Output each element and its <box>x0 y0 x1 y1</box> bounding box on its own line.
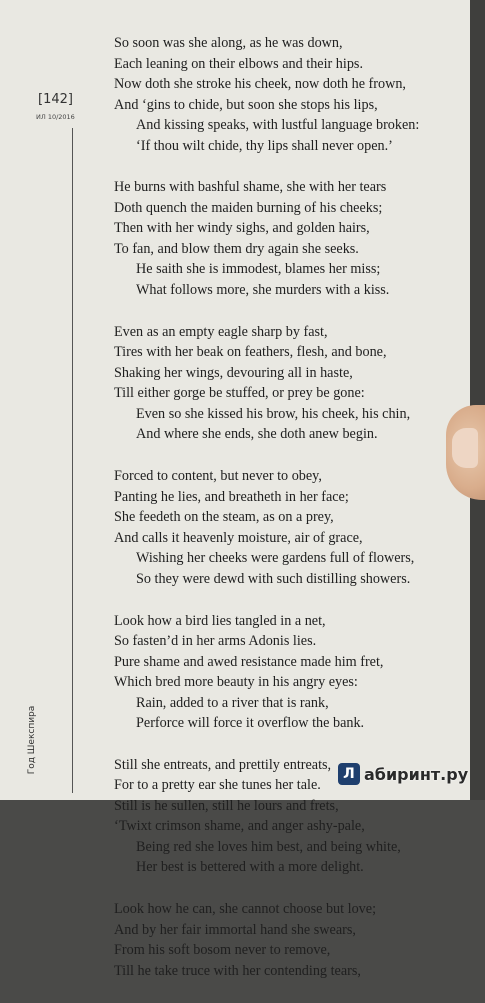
poem-line: Now doth she stroke his cheek, now doth he frown, <box>114 76 406 92</box>
poem-line: Still is he sullen, still he lours and frets, <box>114 797 339 814</box>
poem-line: And kissing speaks, with lustful language broken: <box>136 117 420 133</box>
stanza <box>114 611 470 734</box>
poem-line: Being red she loves him best, and being white, <box>136 838 401 855</box>
stanza <box>114 322 470 445</box>
poem-line: Which bred more beauty in his angry eyes: <box>114 674 358 691</box>
poem-line: Even so she kissed his brow, his cheek, his chin, <box>136 405 411 422</box>
poem-line: So they were dewd with such distilling showers. <box>136 570 411 587</box>
poem-line: He burns with bashful shame, she with her tears <box>114 179 387 196</box>
stanza <box>114 899 470 981</box>
poem-line: Still she entreats, and prettily entreats, <box>114 756 332 773</box>
watermark-logo-icon: Л <box>338 763 360 785</box>
poem-line: Forced to content, but never to obey, <box>114 468 322 485</box>
poem-line: And calls it heavenly moisture, air of grace, <box>114 529 363 546</box>
poem-line: Wishing her cheeks were gardens full of flowers, <box>136 550 415 567</box>
poem-line: And ‘gins to chide, but soon she stops his lips, <box>114 96 378 113</box>
poem-line: Look how a bird lies tangled in a net, <box>114 612 326 629</box>
stanza <box>114 466 470 589</box>
fingernail-photo-artifact <box>452 428 478 468</box>
poem-line: So soon was she along, as he was down, <box>114 35 343 51</box>
page-edge <box>470 0 485 800</box>
poem-line: ‘If thou wilt chide, thy lips shall never open.’ <box>136 137 393 154</box>
poem-line: Each leaning on their elbows and their hips. <box>114 55 364 72</box>
poem-line: From his soft bosom never to remove, <box>114 942 331 959</box>
poem-line: Till he take truce with her contending tears, <box>114 962 361 979</box>
page-number: [142] <box>38 92 73 107</box>
issue-label: ИЛ 10/2016 <box>36 113 75 121</box>
poem-line: And by her fair immortal hand she swears, <box>114 921 356 938</box>
poem-line: Shaking her wings, devouring all in haste, <box>114 364 353 381</box>
poem-line: For to a pretty ear she tunes her tale. <box>114 777 321 794</box>
poem-line: Perforce will force it overflow the bank. <box>136 715 365 732</box>
poem-line: To fan, and blow them dry again she seeks. <box>114 240 359 257</box>
poem-line: Pure shame and awed resistance made him fret, <box>114 653 384 670</box>
poem-line: Doth quench the maiden burning of his cheeks; <box>114 199 383 216</box>
poem-line: So fasten’d in her arms Adonis lies. <box>114 633 317 650</box>
poem-line: Look how he can, she cannot choose but love; <box>114 901 377 918</box>
watermark-text: абиринт.ру <box>364 764 469 784</box>
poem-line: ‘Twixt crimson shame, and anger ashy-pale, <box>114 818 365 835</box>
watermark <box>338 763 468 785</box>
poem-line: Panting he lies, and breatheth in her face; <box>114 488 349 505</box>
poem-line: Rain, added to a river that is rank, <box>136 694 329 711</box>
poem-line: Her best is bettered with a more delight. <box>136 859 364 876</box>
poem-line: Even as an empty eagle sharp by fast, <box>114 323 328 340</box>
poem-line: What follows more, she murders with a kiss. <box>136 281 390 298</box>
stanza <box>114 33 470 156</box>
poem-line: Then with her windy sighs, and golden hairs, <box>114 220 370 237</box>
section-tag: Год Шекспира <box>27 705 37 775</box>
poem-line: She feedeth on the steam, as on a prey, <box>114 509 334 526</box>
poem-line: And where she ends, she doth anew begin. <box>136 426 378 443</box>
poem-line: Till either gorge be stuffed, or prey be gone: <box>114 385 365 402</box>
stanza <box>114 177 470 300</box>
poem-text <box>114 33 470 1003</box>
poem-line: Tires with her beak on feathers, flesh, and bone, <box>114 344 387 361</box>
margin-rule <box>72 128 73 793</box>
poem-line: He saith she is immodest, blames her miss; <box>136 261 381 278</box>
